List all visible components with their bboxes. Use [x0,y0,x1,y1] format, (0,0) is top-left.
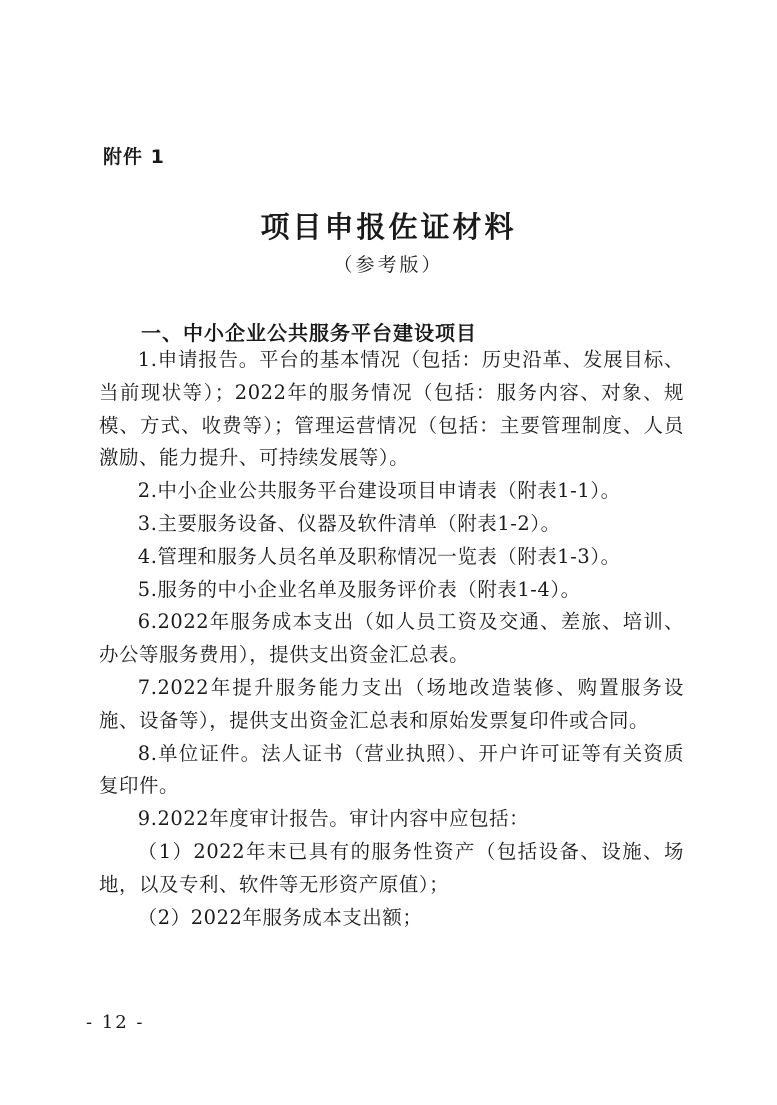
paragraph-audit-item-2: （2）2022年服务成本支出额； [137,905,423,929]
paragraph-equipment-list: 3.主要服务设备、仪器及软件清单（附表1-2）。 [137,511,561,535]
page-number: - 12 - [86,1012,145,1033]
paragraph-application-report: 1.申请报告。平台的基本情况（包括：历史沿革、发展目标、当前现状等）；2022年的服务情况（包括：服务内容、对象、规模、方式、收费等）；管理运营情况（包括：主要管理制度、人员激励、能力提升、可持续发展等）。 [99,348,684,470]
paragraph-certificates: 8.单位证件。法人证书（营业执照）、开户许可证等有关资质复印件。 [99,741,684,798]
paragraph-service-cost: 6.2022年服务成本支出（如人员工资及交通、差旅、培训、办公等服务费用），提供支出资金汇总表。 [99,610,684,667]
attachment-label: 附件 1 [103,146,165,168]
page-subtitle: （参考版） [333,254,444,276]
page-title: 项目申报佐证材料 [260,210,517,244]
paragraph-enterprise-list: 5.服务的中小企业名单及服务评价表（附表1-4）。 [137,577,581,601]
paragraph-application-form: 2.中小企业公共服务平台建设项目申请表（附表1-1）。 [137,479,621,503]
paragraph-capacity-expense: 7.2022年提升服务能力支出（场地改造装修、购置服务设施、设备等），提供支出资金汇总表和原始发票复印件或合同。 [99,675,684,732]
section-heading: 一、中小企业公共服务平台建设项目 [141,321,477,345]
paragraph-audit-item-1: （1）2022年末已具有的服务性资产（包括设备、设施、场地，以及专利、软件等无形资产原值）； [99,839,684,896]
document-body [99,344,684,934]
paragraph-staff-list: 4.管理和服务人员名单及职称情况一览表（附表1-3）。 [137,544,621,568]
paragraph-audit-report: 9.2022年度审计报告。审计内容中应包括： [137,807,530,831]
